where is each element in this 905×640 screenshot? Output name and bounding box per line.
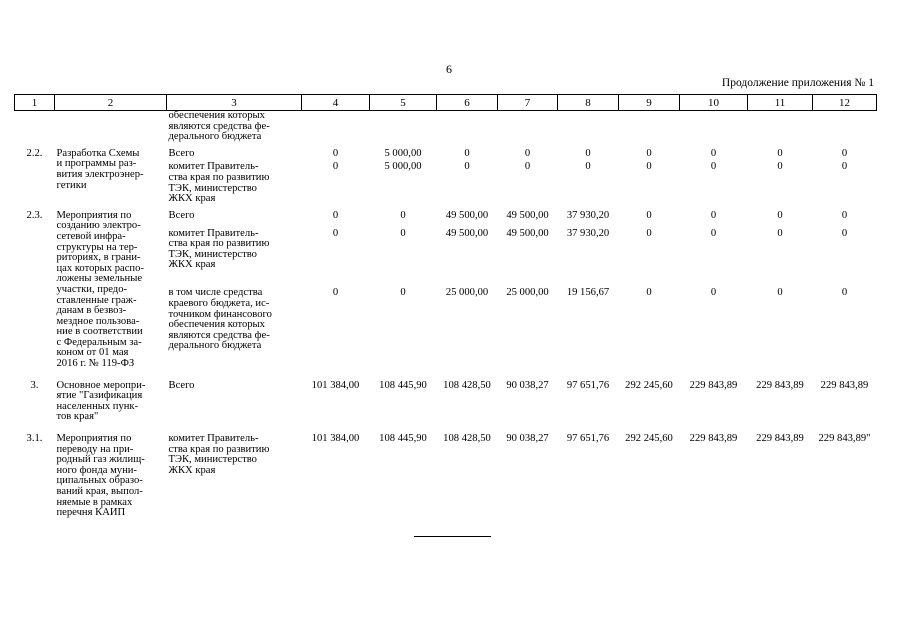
value-cell: 25 000,00 — [445, 287, 489, 299]
value-cell: 0 — [777, 147, 783, 159]
value-cell: 0 — [524, 147, 531, 159]
funding-source — [167, 370, 302, 423]
value-cell: 49 500,00 — [506, 209, 549, 221]
text-line: риториях, в грани- — [56, 252, 141, 264]
value-cell: 0 — [332, 287, 339, 299]
text-line: сетевой инфра- — [56, 230, 126, 242]
text-line: родный газ жилищ- — [56, 454, 145, 466]
continuation-label: Продолжение приложения № 1 — [721, 77, 874, 89]
value-cell: 0 — [841, 209, 848, 221]
text-line: Всего — [168, 147, 195, 159]
row-index: 2.3. — [26, 209, 43, 221]
funding-source — [167, 423, 302, 519]
column-header: 6 — [437, 95, 498, 111]
text-line: ятие "Газификация — [56, 390, 143, 402]
text-line: Мероприятия по — [56, 209, 132, 221]
value-cell: 97 651,76 — [566, 433, 610, 445]
row-index: 2.2. — [26, 147, 43, 159]
value-cell: 0 — [777, 227, 783, 239]
value-cell: 0 — [332, 147, 339, 159]
funding-source — [167, 159, 302, 204]
text-line: ства края по развитию — [168, 443, 270, 455]
carry-row — [15, 111, 877, 143]
text-line: созданию электро- — [56, 220, 141, 232]
text-line: комитет Правитель- — [168, 433, 259, 445]
text-line: населенных пунк- — [56, 400, 139, 412]
value-cell: 19 156,67 — [566, 287, 610, 299]
carry-source — [167, 111, 302, 143]
funding-source — [167, 282, 302, 369]
page-number: 6 — [446, 62, 452, 76]
footer-divider — [414, 536, 491, 537]
value-cell: 229 843,89 — [756, 433, 804, 445]
value-cell: 0 — [710, 161, 717, 173]
value-cell: 108 428,50 — [443, 379, 491, 391]
value-cell: 97 651,76 — [566, 379, 610, 391]
column-header: 7 — [498, 95, 558, 111]
value-cell: 0 — [710, 287, 717, 299]
text-line: цах которых распо- — [56, 262, 144, 274]
value-cell: 229 843,89 — [689, 433, 738, 445]
value-cell: 292 245,60 — [625, 433, 673, 445]
value-cell: 37 930,20 — [566, 227, 610, 239]
value-cell: 108 445,90 — [379, 433, 427, 445]
text-line: являются средства фе- — [168, 329, 270, 341]
value-cell: 101 384,00 — [311, 379, 360, 391]
value-cell: 0 — [400, 287, 406, 299]
value-cell: 0 — [777, 161, 783, 173]
value-cell: 0 — [464, 161, 470, 173]
funding-source — [167, 143, 302, 160]
value-cell: 0 — [646, 147, 652, 159]
value-cell: 49 500,00 — [445, 209, 489, 221]
text-line: гетики — [56, 179, 87, 191]
value-cell: 0 — [646, 161, 652, 173]
text-line: ТЭК, министерство — [168, 454, 257, 466]
column-header: 9 — [619, 95, 680, 111]
value-cell: 229 843,89 — [820, 379, 869, 391]
value-cell: 229 843,89" — [818, 433, 871, 445]
text-line: обеспечения которых — [168, 110, 265, 121]
value-cell: 49 500,00 — [445, 227, 489, 239]
value-cell: 0 — [332, 227, 339, 239]
text-line: Мероприятия по — [56, 433, 132, 445]
text-line: ного фонда муни- — [56, 464, 137, 476]
text-line: ства края по развитию — [168, 238, 270, 250]
value-cell: 229 843,89 — [756, 379, 804, 391]
text-line: являются средства фе- — [168, 120, 270, 132]
value-cell: 0 — [777, 209, 783, 221]
text-line: с Федеральным за- — [56, 336, 142, 348]
value-cell: 0 — [332, 209, 339, 221]
value-cell: 0 — [710, 209, 717, 221]
value-cell: 0 — [585, 147, 591, 159]
table-row — [15, 370, 877, 423]
text-line: и программы раз- — [56, 158, 137, 170]
value-cell: 0 — [400, 227, 406, 239]
value-cell: 49 500,00 — [506, 227, 549, 239]
value-cell: 0 — [464, 147, 470, 159]
row-name — [55, 370, 167, 423]
text-line: ложены земельные — [56, 273, 143, 285]
value-cell: 0 — [841, 161, 848, 173]
column-header: 12 — [813, 95, 877, 111]
value-cell: 90 038,27 — [506, 379, 549, 391]
value-cell: 37 930,20 — [566, 209, 610, 221]
value-cell: 90 038,27 — [506, 433, 549, 445]
text-line: точником финансового — [168, 308, 272, 320]
value-cell: 229 843,89 — [689, 379, 738, 391]
text-line: мездное пользова- — [56, 315, 140, 327]
text-line: ЖКХ края — [168, 193, 216, 205]
text-line: структуры на тер- — [56, 241, 138, 253]
row-index: 3. — [30, 379, 39, 391]
text-line: Всего — [168, 209, 195, 221]
value-cell: 0 — [710, 147, 717, 159]
text-line: дерального бюджета — [168, 131, 262, 143]
value-cell: 108 445,90 — [379, 379, 427, 391]
column-header: 10 — [680, 95, 748, 111]
table-row — [15, 143, 877, 160]
text-line: тов края" — [56, 411, 99, 423]
funding-source — [167, 226, 302, 283]
row-name — [55, 423, 167, 519]
data-table — [14, 94, 877, 519]
column-header: 11 — [748, 95, 813, 111]
text-line: няемые в рамках — [56, 496, 133, 508]
funding-source — [167, 205, 302, 226]
text-line: вития электроэнер- — [56, 168, 144, 180]
value-cell: 0 — [400, 209, 406, 221]
text-line: комитет Правитель- — [168, 161, 259, 173]
text-line: ЖКХ края — [168, 464, 216, 476]
value-cell: 0 — [585, 161, 591, 173]
text-line: ЖКХ края — [168, 259, 216, 271]
column-header: 8 — [558, 95, 619, 111]
text-line: дерального бюджета — [168, 340, 262, 352]
value-cell: 5 000,00 — [384, 161, 422, 173]
table-row — [15, 423, 877, 519]
value-cell: 101 384,00 — [311, 433, 360, 445]
column-header: 1 — [15, 95, 55, 111]
value-cell: 5 000,00 — [384, 147, 422, 159]
text-line: Всего — [168, 379, 195, 391]
text-line: 2016 г. № 119-ФЗ — [56, 358, 135, 370]
text-line: коном от 01 мая — [56, 347, 129, 359]
text-line: ципальных образо- — [56, 475, 143, 487]
header-row — [15, 95, 877, 111]
value-cell: 0 — [710, 227, 717, 239]
value-cell: 108 428,50 — [443, 433, 491, 445]
text-line: ние в соответствии — [56, 326, 143, 338]
value-cell: 0 — [332, 161, 339, 173]
value-cell: 0 — [646, 209, 652, 221]
row-name — [55, 205, 167, 370]
value-cell: 0 — [841, 147, 848, 159]
text-line: ставленные граж- — [56, 294, 137, 306]
value-cell: 25 000,00 — [506, 287, 549, 299]
text-line: ТЭК, министерство — [168, 248, 257, 260]
text-line: краевого бюджета, ис- — [168, 298, 270, 310]
text-line: ТЭК, министерство — [168, 182, 257, 194]
text-line: обеспечения которых — [168, 319, 265, 331]
text-line: Разработка Схемы — [56, 147, 140, 159]
text-line: данам в безвоз- — [56, 305, 127, 317]
column-header: 5 — [370, 95, 437, 111]
value-cell: 0 — [646, 287, 652, 299]
value-cell: 0 — [646, 227, 652, 239]
text-line: ваний края, выпол- — [56, 486, 143, 497]
value-cell: 0 — [841, 227, 848, 239]
text-line: участки, предо- — [56, 283, 128, 295]
column-header: 3 — [167, 95, 302, 111]
text-line: переводу на при- — [56, 443, 134, 455]
value-cell: 0 — [841, 287, 848, 299]
column-header: 2 — [55, 95, 167, 111]
row-index: 3.1. — [26, 433, 43, 445]
text-line: ства края по развитию — [168, 171, 270, 183]
value-cell: 0 — [524, 161, 531, 173]
row-name — [55, 143, 167, 205]
text-line: в том числе средства — [168, 287, 263, 299]
text-line: Основное меропри- — [56, 379, 146, 391]
table-row — [15, 205, 877, 226]
value-cell: 0 — [777, 287, 783, 299]
value-cell: 292 245,60 — [625, 379, 673, 391]
column-header: 4 — [302, 95, 370, 111]
text-line: комитет Правитель- — [168, 227, 259, 239]
text-line: перечня КАИП — [56, 507, 126, 519]
